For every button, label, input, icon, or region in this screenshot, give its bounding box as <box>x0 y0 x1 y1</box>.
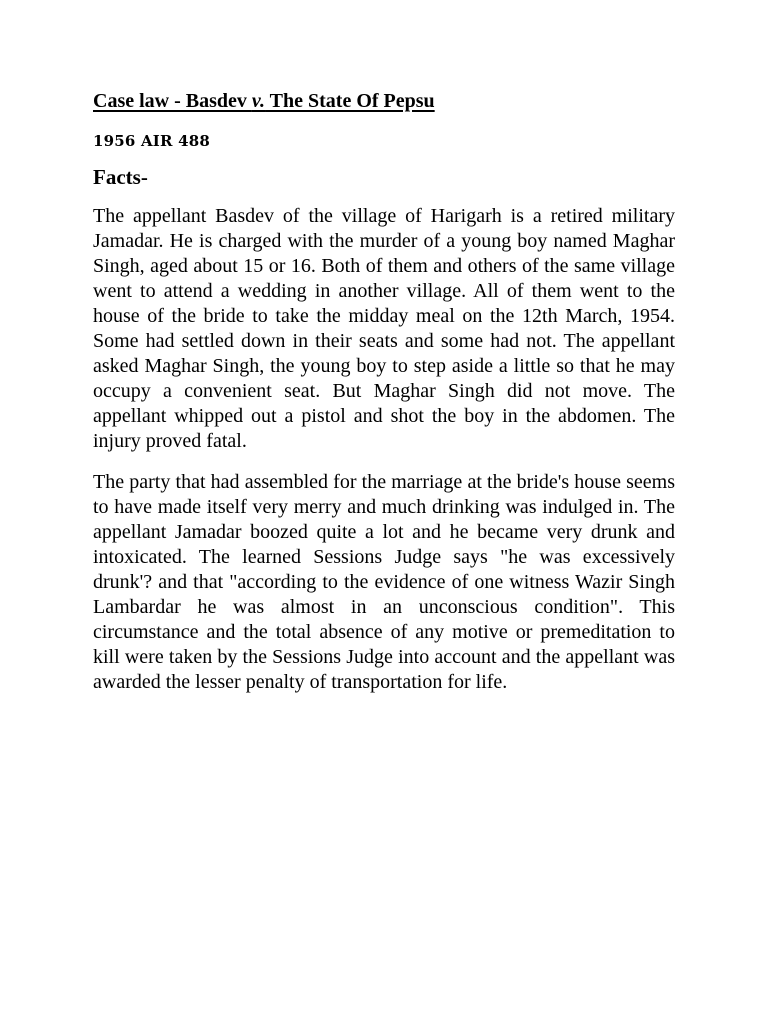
facts-paragraph-2: The party that had assembled for the marriage at the bride's house seems to have made itself very merry and much drinking was indulged in. The appellant Jamadar boozed quite a lot and he became very drunk and intoxicated. The learned Sessions Judge says "he was excessively drunk'? and that "according to the evidence of one witness Wazir Singh Lambardar he was almost in an unconscious condition". This circumstance and the total absence of any motive or premeditation to kill were taken by the Sessions Judge into account and the appellant was awarded the lesser penalty of transportation for life. <box>93 471 675 693</box>
case-title-versus: v. <box>251 90 266 112</box>
document-page <box>93 86 675 695</box>
facts-paragraph-1: The appellant Basdev of the village of Harigarh is a retired military Jamadar. He is charged with the murder of a young boy named Maghar Singh, aged about 15 or 16. Both of them and others of the same village went to attend a wedding in another village. All of them went to the house of the bride to take the midday meal on the 12th March, 1954. Some had settled down in their seats and some had not. The appellant asked Maghar Singh, the young boy to step aside a little so that he may occupy a convenient seat. But Maghar Singh did not move. The appellant whipped out a pistol and shot the boy in the abdomen. The injury proved fatal. <box>93 205 675 452</box>
facts-heading: Facts- <box>93 165 148 189</box>
case-title-prefix: Case law - Basdev <box>93 90 252 112</box>
case-title-suffix: The State Of Pepsu <box>265 90 435 112</box>
case-title <box>93 86 675 116</box>
case-citation: 1956 AIR 488 <box>93 132 211 150</box>
